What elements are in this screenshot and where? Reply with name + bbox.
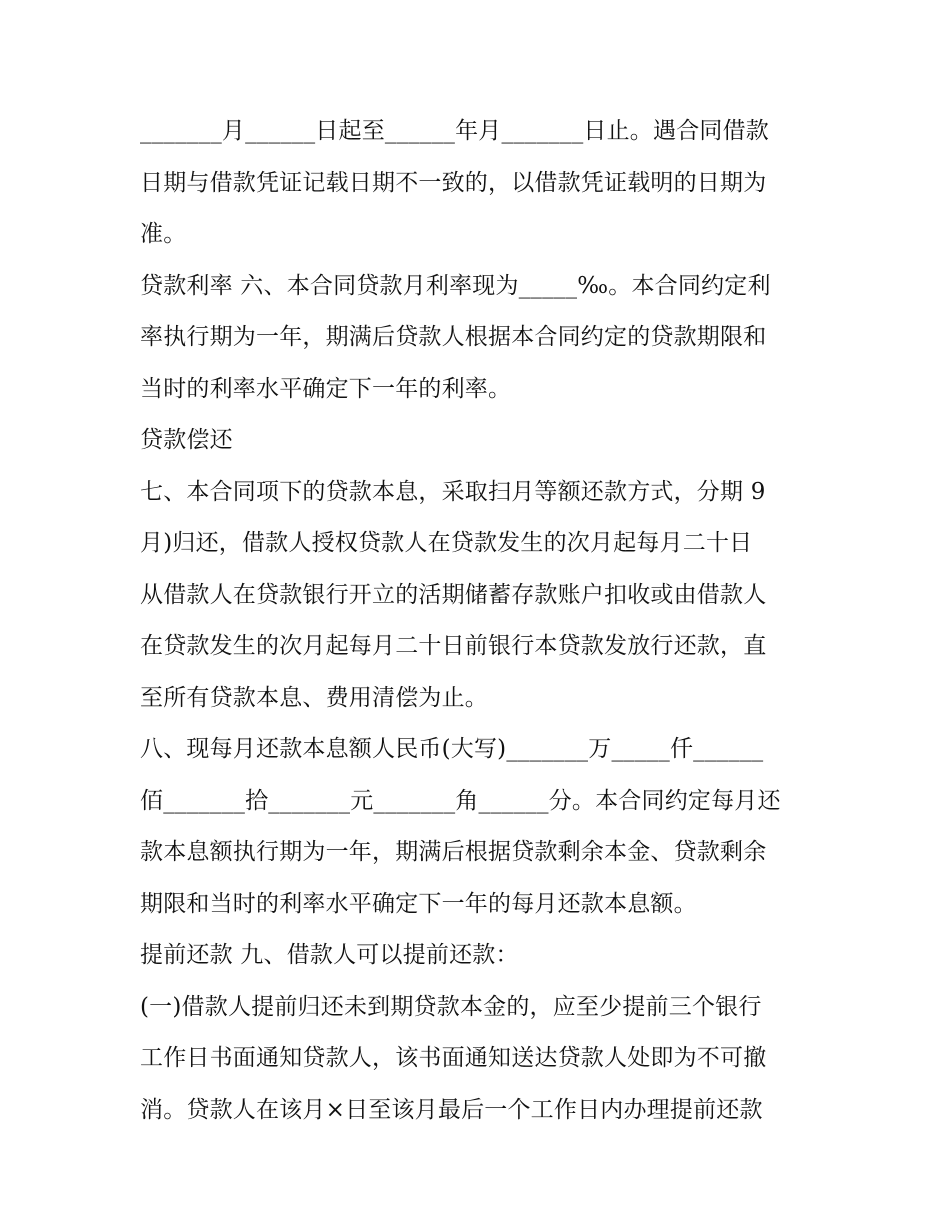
text-line: 从借款人在贷款银行开立的活期储蓄存款账户扣收或由借款人 — [140, 581, 767, 608]
text-line: 期限和当时的利率水平确定下一年的每月还款本息额。 — [140, 890, 697, 917]
text-line: 佰_______拾_______元_______角______分。本合同约定每月还 — [140, 787, 781, 814]
section-heading-line: 提前还款 九、借款人可以提前还款： — [140, 942, 519, 968]
text-line: 当时的利率水平确定下一年的利率。 — [140, 375, 512, 402]
text-line: 在贷款发生的次月起每月二十日前银行本贷款发放行还款，直 — [140, 633, 767, 659]
text-line: _______月______日起至______年月_______日止。遇合同借款 — [140, 118, 769, 144]
text-line: 至所有贷款本息、费用清偿为止。 — [140, 684, 488, 711]
text-line: 月)归还，借款人授权贷款人在贷款发生的次月起每月二十日 — [140, 530, 753, 556]
text-line: 八、现每月还款本息额人民币(大写)_______万_____仟______ — [140, 736, 764, 762]
section-heading: 贷款偿还 — [140, 427, 233, 453]
contract-text — [140, 108, 820, 1138]
text-line: (一)借款人提前归还未到期贷款本金的，应至少提前三个银行 — [140, 993, 762, 1020]
section-heading-line: 贷款利率 六、本合同贷款月利率现为_____‰。本合同约定利 — [140, 272, 771, 299]
text-line: 准。 — [140, 221, 187, 247]
text-line: 七、本合同项下的贷款本息，采取扫月等额还款方式，分期 9 — [140, 478, 766, 505]
text-line: 日期与借款凭证记载日期不一致的，以借款凭证载明的日期为 — [140, 169, 767, 196]
text-line: 消。贷款人在该月×日至该月最后一个工作日内办理提前还款 — [140, 1096, 763, 1123]
text-line: 款本息额执行期为一年，期满后根据贷款剩余本金、贷款剩余 — [140, 839, 767, 865]
text-line: 率执行期为一年，期满后贷款人根据本合同约定的贷款期限和 — [140, 324, 767, 350]
text-line: 工作日书面通知贷款人，该书面通知送达贷款人处即为不可撤 — [140, 1045, 767, 1071]
